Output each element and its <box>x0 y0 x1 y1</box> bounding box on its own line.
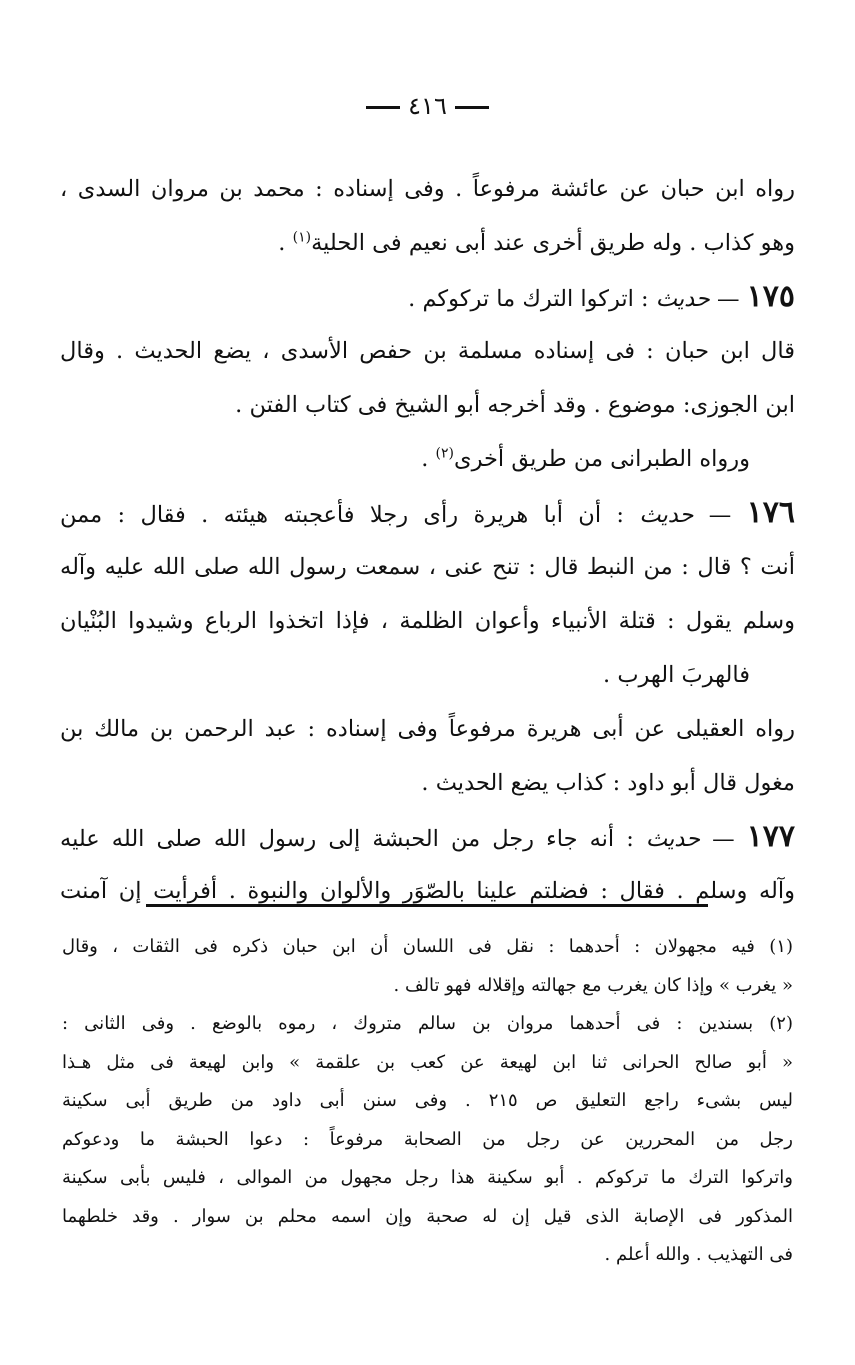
line-text: مغول قال أبو داود : كذاب يضع الحديث . <box>421 770 795 796</box>
footnote-ref[interactable]: (١) <box>292 229 312 246</box>
footnote-divider <box>146 904 708 907</box>
line-text: وسلم يقول : قتلة الأنبياء وأعوان الظلمة ، فإذا اتخذوا الرباع وشيدوا البُنْيان <box>60 608 795 634</box>
header-dash-left <box>366 106 400 109</box>
footnote-line: رجل من المحررين عن رجل من الصحابة مرفوعاً : دعوا الحبشة ما ودعوكم <box>62 1128 793 1150</box>
text-line <box>60 324 795 378</box>
page-number: ٤١٦ <box>408 92 447 120</box>
footnote-line: ليس بشىء راجع التعليق ص ٢١٥ . وفى سنن أبى داود من طريق أبى سكينة <box>62 1090 793 1111</box>
main-text <box>60 162 795 918</box>
text-line <box>60 432 795 486</box>
footnote-line: فى التهذيب . والله أعلم . <box>604 1244 793 1265</box>
line-text: : أن أبا هريرة رأى رجلا فأعجبته هيئته . فقال : ممن <box>60 502 640 528</box>
header-dash-right <box>455 106 489 109</box>
line-text: ورواه الطبرانى من طريق أخرى <box>454 446 750 472</box>
line-text: : اتركوا الترك ما تركوكم . <box>408 286 656 312</box>
text-line <box>60 648 795 702</box>
footnote-line: واتركوا الترك ما تركوكم . أبو سكينة هذا رجل مجهول من الموالى ، فليس بأبى سكينة <box>62 1167 793 1188</box>
footnote-line: (٢) بسندين : فى أحدهما مروان بن سالم متروك ، رموه بالوضع . وفى الثانى : <box>62 1013 793 1034</box>
line-tail: . <box>278 230 293 256</box>
text-line <box>60 756 795 810</box>
line-text: رواه العقيلى عن أبى هريرة مرفوعاً وفى إسناده : عبد الرحمن بن مالك بن <box>60 716 795 742</box>
footnote-line: « أبو صالح الحرانى ثنا ابن لهيعة عن كعب بن علقمة » وابن لهيعة فى مثل هـذا <box>62 1051 793 1073</box>
footnote-line: (١) فيه مجهولان : أحدهما : نقل فى اللسان أن ابن حبان ذكره فى الثقات ، وقال <box>62 936 793 957</box>
hadith-number: ١٧٥ <box>746 279 795 314</box>
line-text: : أنه جاء رجل من الحبشة إلى رسول الله صلى الله عليه <box>60 826 646 852</box>
hadith-number: ١٧٧ <box>746 819 795 854</box>
line-text: أنت ؟ قال : من النبط قال : تنح عنى ، سمعت رسول الله صلى الله عليه وآله <box>60 554 795 580</box>
hadith-number: ١٧٦ <box>746 495 795 530</box>
text-line <box>60 378 795 432</box>
footnotes <box>62 928 793 1275</box>
text-line <box>60 864 795 918</box>
hadith-line: ١٧٦ — حديث : أن أبا هريرة رأى رجلا فأعجبته هيئته . فقال : ممن <box>60 495 795 530</box>
line-text: وآله وسلم . فقال : فضلتم علينا بالصّوَر والألوان والنبوة . أفرأيت إن آمنت <box>60 878 795 904</box>
footnote-line: المذكور فى الإصابة الذى قيل إن له صحبة وإن اسمه محلم بن سوار . وقد خلطهما <box>62 1205 793 1227</box>
hadith-label: حديث <box>655 286 710 312</box>
page-header <box>0 92 855 120</box>
text-line <box>60 162 795 216</box>
line-tail: . <box>421 446 436 472</box>
hadith-label: حديث <box>645 826 700 852</box>
hadith-line: ١٧٥ — حديث : اتركوا الترك ما تركوكم . <box>408 279 795 314</box>
hadith-label: حديث <box>639 502 694 528</box>
text-line <box>60 216 795 270</box>
line-text: قال ابن حبان : فى إسناده مسلمة بن حفص الأسدى ، يضع الحديث . وقال <box>60 338 795 364</box>
hadith-line: ١٧٧ — حديث : أنه جاء رجل من الحبشة إلى رسول الله صلى الله عليه <box>60 819 795 854</box>
text-line <box>60 594 795 648</box>
footnote-line: « يغرب » وإذا كان يغرب مع جهالته وإقلاله فهو تالف . <box>393 974 793 996</box>
line-text: رواه ابن حبان عن عائشة مرفوعاً . وفى إسناده : محمد بن مروان السدى ، <box>60 176 795 202</box>
text-line <box>60 702 795 756</box>
line-text: ابن الجوزى: موضوع . وقد أخرجه أبو الشيخ فى كتاب الفتن . <box>235 392 795 418</box>
line-text: فالهربَ الهرب . <box>603 662 750 688</box>
footnote-ref[interactable]: (٢) <box>435 445 454 462</box>
line-text: وهو كذاب . وله طريق أخرى عند أبى نعيم فى الحلية <box>311 230 795 256</box>
text-line <box>60 540 795 594</box>
